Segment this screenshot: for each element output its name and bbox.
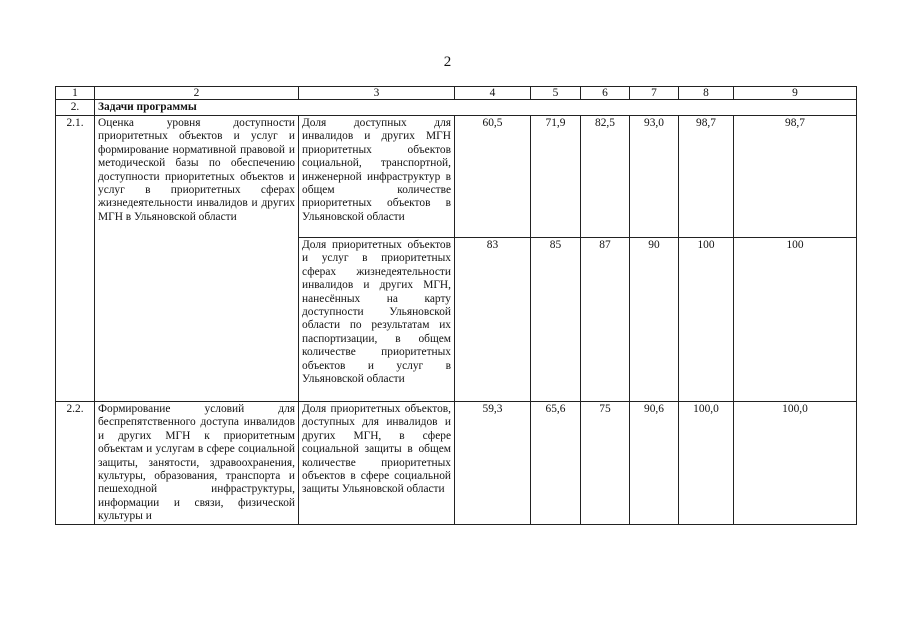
value-cell: 100,0 — [679, 402, 734, 525]
header-cell: 6 — [581, 87, 630, 100]
value-cell: 98,7 — [734, 116, 857, 238]
header-cell: 9 — [734, 87, 857, 100]
value-cell: 60,5 — [455, 116, 531, 238]
value-cell: 93,0 — [630, 116, 679, 238]
value-cell: 90 — [630, 238, 679, 402]
value-cell: 71,9 — [531, 116, 581, 238]
value-cell: 100 — [734, 238, 857, 402]
task-description: Оценка уровня доступности приоритетных объектов и услуг и формирование нормативной правовой и методической базы по обеспечению доступности приоритетных объектов и услуг в приоритетных сферах жизнедеятельности инвалидов и других МГН в Ульяновской области — [95, 116, 299, 402]
header-cell: 3 — [299, 87, 455, 100]
value-cell: 82,5 — [581, 116, 630, 238]
section-number: 2. — [56, 100, 95, 116]
section-row — [56, 100, 857, 116]
indicator-description: Доля приоритетных объектов, доступных для инвалидов и других МГН, в сфере социальной защиты в общем количестве приоритетных объектов в сфере социальной защиты Ульяновской области — [299, 402, 455, 525]
header-cell: 1 — [56, 87, 95, 100]
value-cell: 83 — [455, 238, 531, 402]
header-cell: 4 — [455, 87, 531, 100]
value-cell: 85 — [531, 238, 581, 402]
header-cell: 2 — [95, 87, 299, 100]
value-cell: 87 — [581, 238, 630, 402]
value-cell: 90,6 — [630, 402, 679, 525]
task-description: Формирование условий для беспрепятственного доступа инвалидов и других МГН к приоритетным объектам и услугам в сфере социальной защиты, занятости, здравоохранения, культуры, образования, транспорта и пешеходной инфраструктуры, информации и связи, физической культуры и — [95, 402, 299, 525]
value-cell: 100,0 — [734, 402, 857, 525]
section-title: Задачи программы — [95, 100, 857, 116]
header-cell: 7 — [630, 87, 679, 100]
indicator-description: Доля доступных для инвалидов и других МГН приоритетных объектов социальной, транспортной, инженерной инфраструктур в общем количестве приоритетных объектов в Ульяновской области — [299, 116, 455, 238]
page-number: 2 — [443, 54, 452, 70]
indicator-description: Доля приоритетных объектов и услуг в приоритетных сферах жизнедеятельности инвалидов и других МГН, нанесённых на карту доступности Ульяновской области по результатам их паспортизации, в общем количестве приоритетных объектов и услуг в Ульяновской области — [299, 238, 455, 402]
row-number: 2.2. — [56, 402, 95, 525]
table-row — [56, 402, 857, 525]
value-cell: 65,6 — [531, 402, 581, 525]
header-cell: 5 — [531, 87, 581, 100]
value-cell: 59,3 — [455, 402, 531, 525]
value-cell: 75 — [581, 402, 630, 525]
value-cell: 98,7 — [679, 116, 734, 238]
value-cell: 100 — [679, 238, 734, 402]
table-row — [56, 116, 857, 238]
header-cell: 8 — [679, 87, 734, 100]
program-tasks-table — [55, 86, 857, 525]
row-number: 2.1. — [56, 116, 95, 402]
column-number-row — [56, 87, 857, 100]
